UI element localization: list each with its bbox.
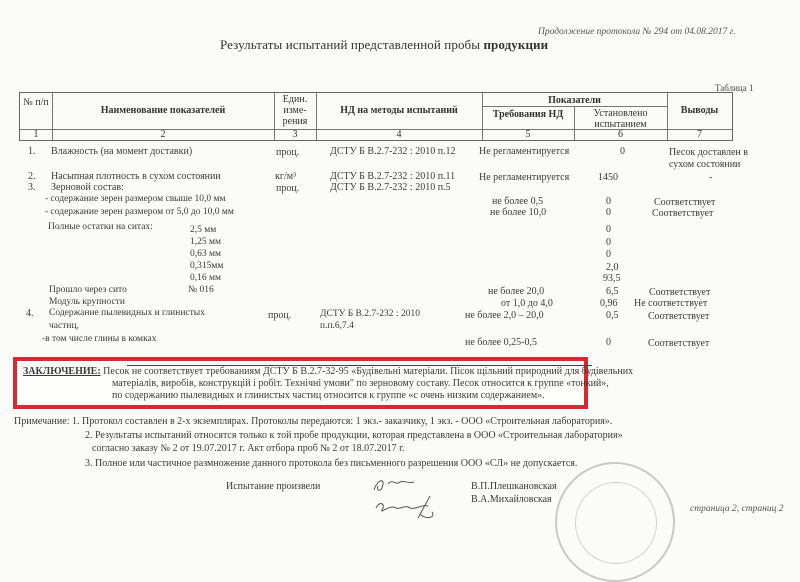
- note-item: 1. Протокол составлен в 2-х экземплярах. Протоколы передаются: 1 экз.- заказчику, 1 экз. - ООО «Строительная лаборатория».: [71, 416, 613, 427]
- sieve-size: 0,63 мм: [190, 249, 222, 259]
- protocol-continuation-note: Продолжение протокола № 294 от 04.08.2017 г.: [538, 27, 736, 37]
- conclusion-box: [13, 357, 634, 409]
- row-value: 0: [606, 207, 611, 218]
- signature-scribble: [370, 474, 460, 522]
- row-name: Модуль крупности: [49, 297, 125, 307]
- conclusion-line: [23, 366, 633, 377]
- header-established-line: испытанием: [594, 119, 647, 130]
- signer-name: В.П.Плешкановская: [471, 481, 557, 492]
- row-name: -в том числе глины в комках: [42, 334, 157, 344]
- row-name: Содержание пылевидных и глинистых: [49, 308, 205, 318]
- row-requirement: не более 0,5: [492, 196, 544, 207]
- row-conclusion: Соответствует: [654, 197, 716, 208]
- title-text: Результаты испытаний представленной пробы: [220, 37, 484, 52]
- row-unit: проц.: [268, 310, 292, 321]
- note-item: 3. Полное или частичное размножение данного протокола без письменного разрешения ООО «СЛ» не допускается.: [85, 458, 578, 469]
- header-established-line: Установлено: [593, 108, 648, 119]
- header-unit-line: рения: [282, 116, 308, 127]
- signature-label: Испытание произвели: [226, 481, 321, 492]
- header-established: [574, 108, 667, 130]
- row-divider: [482, 106, 667, 107]
- row-value: 6,5: [606, 286, 619, 297]
- header-unit-line: изме-: [283, 105, 307, 116]
- header-indicators: Показатели: [548, 95, 601, 106]
- page-title: [220, 37, 548, 53]
- header-method: НД на методы испытаний: [340, 105, 458, 116]
- row-name: Влажность (на момент доставки): [51, 146, 193, 157]
- note-item: 2. Результаты испытаний относятся только к той пробе продукции, которая представлена в ООО «Строительная лаборатория»: [85, 430, 623, 441]
- row-num: 3.: [28, 182, 36, 193]
- row-num: 4.: [26, 308, 34, 319]
- row-method: ДСТУ Б В.2.7-232 : 2010 п.12: [330, 146, 456, 157]
- row-conclusion: Соответствует: [648, 311, 710, 322]
- row-conclusion: Соответствует: [649, 287, 711, 298]
- conclusion-line: матеріалів, виробів, конструкцій і робіт. Технічні умови" по зерновому составу. Песок относится к группе «тонкий»,: [112, 378, 609, 389]
- table-label: Таблица 1: [715, 83, 754, 93]
- row-requirement: Не регламентируется: [479, 172, 570, 183]
- row-method: ДСТУ Б В.2.7-232 : 2010 п.11: [330, 171, 456, 182]
- col-number: 4: [396, 129, 402, 140]
- row-unit: проц.: [276, 147, 300, 158]
- row-value: 0: [606, 196, 611, 207]
- sieve-value: 2,0: [606, 262, 619, 273]
- col-number: 2: [160, 129, 166, 140]
- note-item: согласно заказу № 2 от 19.07.2017 г. Акт отбора проб № 2 от 18.07.2017 г.: [92, 443, 405, 454]
- row-requirement: не более 0,25-0,5: [465, 337, 537, 348]
- row-num: 2.: [28, 171, 36, 182]
- row-name: Зерновой состав:: [51, 182, 124, 193]
- row-conclusion: Соответствует: [648, 338, 710, 349]
- header-requirements: Требования НД: [492, 109, 564, 120]
- row-value: 0: [620, 146, 625, 157]
- row-name: Насыпная плотность в сухом состоянии: [51, 171, 221, 182]
- page-number: страница 2, страниц 2: [690, 504, 784, 514]
- row-name: частиц,: [49, 321, 79, 331]
- sieve-number: № 016: [188, 285, 214, 295]
- row-unit: проц.: [276, 183, 300, 194]
- sieve-value: 0: [606, 237, 611, 248]
- row-conclusion: Песок доставлен в: [669, 147, 749, 158]
- col-number: 1: [33, 129, 39, 140]
- col-number: 6: [618, 129, 623, 140]
- row-conclusion: Соответствует: [652, 208, 714, 219]
- row-name: Полные остатки на ситах:: [48, 222, 153, 232]
- row-conclusion: -: [709, 172, 713, 183]
- table-header: [19, 92, 733, 141]
- col-number: 7: [697, 129, 702, 140]
- row-requirement: Не регламентируется: [479, 146, 570, 157]
- stamp-inner-ring: [575, 482, 657, 564]
- conclusion-label: ЗАКЛЮЧЕНИЕ:: [23, 366, 101, 377]
- header-unit-line: Един.: [282, 94, 308, 105]
- sieve-value: 0: [606, 249, 611, 260]
- sieve-size: 0,315мм: [190, 261, 224, 271]
- conclusion-text: Песок не соответствует требованиям ДСТУ Б В.2.7-32-95 «Будівельні матеріали. Пісок щільний природний для будівельних: [100, 366, 634, 377]
- header-num: № п/п: [23, 97, 49, 108]
- row-name: - содержание зерен размером свыше 10,0 мм: [45, 194, 226, 204]
- sieve-size: 2,5 мм: [190, 225, 217, 235]
- official-stamp: [555, 462, 675, 582]
- header-name: Наименование показателей: [100, 105, 226, 116]
- header-unit: [274, 94, 316, 127]
- row-unit: кг/м³: [275, 171, 297, 182]
- row-requirement: от 1,0 до 4,0: [501, 298, 553, 309]
- sieve-size: 0,16 мм: [190, 273, 222, 283]
- row-value: 0,96: [600, 298, 618, 309]
- row-requirement: не более 20,0: [488, 286, 545, 297]
- note-label: Примечание:: [14, 416, 70, 427]
- note-line: [14, 416, 612, 427]
- row-method: ДСТУ Б В.2.7-232 : 2010: [320, 309, 420, 319]
- row-conclusion: Не соответствует: [634, 298, 708, 309]
- row-num: 1.: [28, 146, 36, 157]
- header-conclusions: Выводы: [680, 105, 719, 116]
- row-value: 0: [606, 337, 611, 348]
- signer-name: В.А.Михайловская: [471, 494, 552, 505]
- row-method: ДСТУ Б В.2.7-232 : 2010 п.5: [330, 182, 451, 193]
- col-number: 5: [525, 129, 531, 140]
- row-requirement: не более 2,0 – 20,0: [465, 310, 544, 321]
- row-value: 0,5: [606, 310, 619, 321]
- conclusion-line: по содержанию пылевидных и глинистых частиц относится к группе «с очень низким содержанием».: [112, 390, 545, 401]
- row-value: 1450: [598, 172, 618, 183]
- row-conclusion: сухом состоянии: [669, 159, 741, 170]
- sieve-size: 1,25 мм: [190, 237, 222, 247]
- sieve-value: 0: [606, 224, 611, 235]
- title-bold-text: продукции: [483, 37, 549, 52]
- col-number: 3: [292, 129, 298, 140]
- sieve-value: 93,5: [603, 273, 621, 284]
- row-method: п.п.6,7.4: [320, 321, 354, 331]
- row-name: Прошло через сито: [49, 285, 127, 295]
- row-requirement: не более 10,0: [490, 207, 547, 218]
- row-name: - содержание зерен размером от 5,0 до 10,0 мм: [45, 207, 234, 217]
